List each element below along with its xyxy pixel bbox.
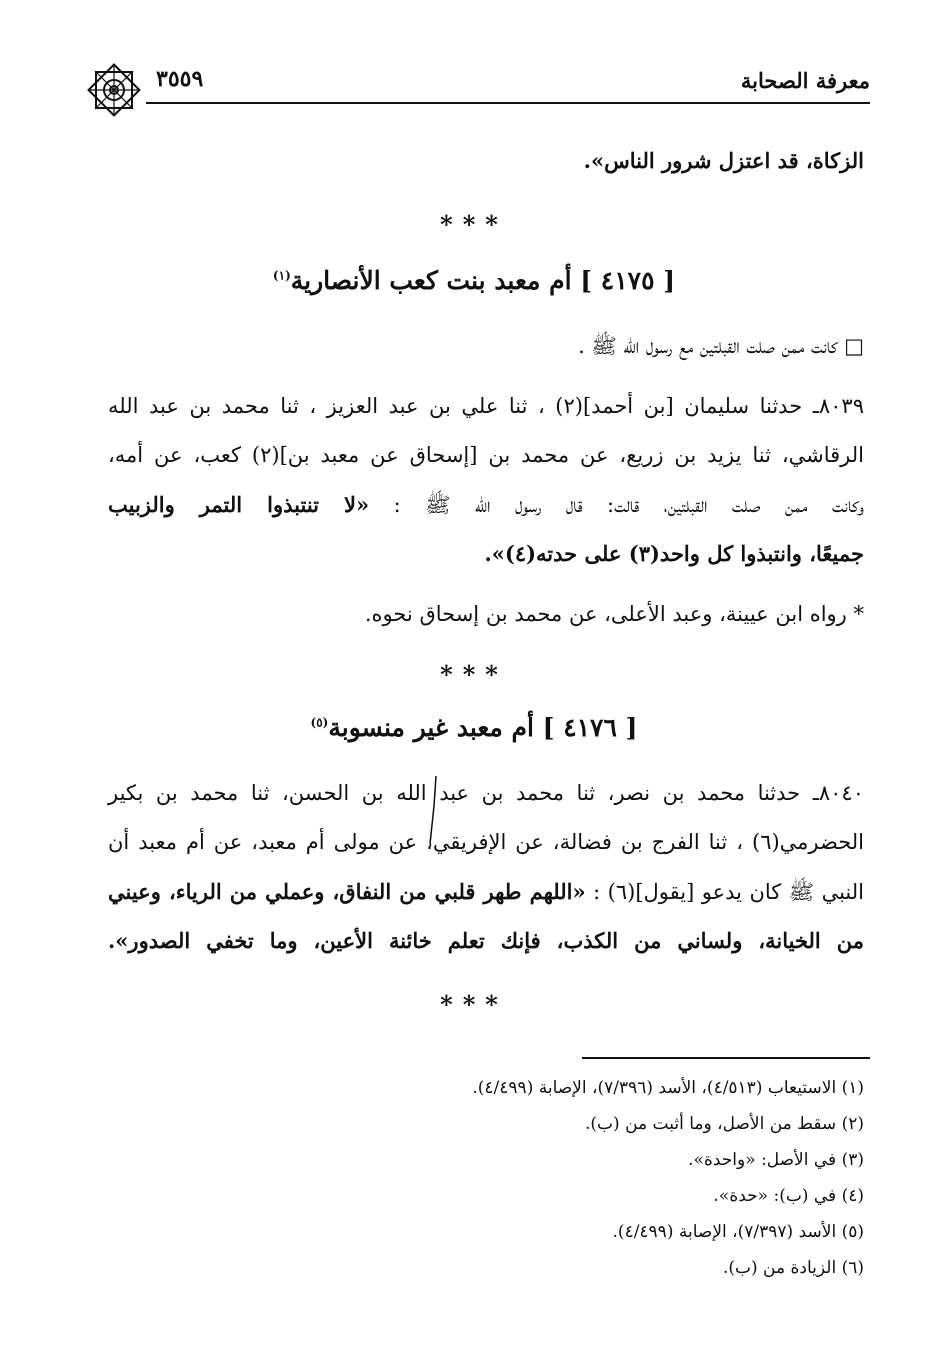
- footnote: (٣) في الأصل: «واحدة».: [688, 1150, 864, 1170]
- text-line: الرقاشي، ثنا يزيد بن زريع، عن محمد بن [إسحاق عن معبد بن](٢) كعب، عن أمه،: [108, 443, 864, 467]
- section-separator: ***: [440, 660, 508, 689]
- header-rule: [146, 102, 870, 104]
- entry-heading-text: [ ٤١٧٥ ] أم معبد بنت كعب الأنصارية: [290, 266, 676, 295]
- footnote: (٤) في (ب): «حدة».: [713, 1186, 864, 1206]
- page-number: ٣٥٥٩: [156, 66, 204, 92]
- narration: النبي ﷺ كان يدعو [يقول](٦) :: [593, 880, 865, 904]
- entry-heading: [0, 713, 948, 742]
- entry-heading-text: [ ٤١٧٦ ] أم معبد غير منسوبة: [328, 713, 638, 742]
- text-line: من الخيانة، ولساني من الكذب، فإنك تعلم خائنة الأعين، وما تخفي الصدور».: [108, 928, 864, 953]
- footnote-rule: [582, 1057, 870, 1059]
- text-line: * رواه ابن عيينة، وعبد الأعلى، عن محمد بن إسحاق نحوه.: [364, 602, 864, 626]
- text-line: [108, 879, 864, 910]
- section-separator: ***: [440, 990, 508, 1019]
- text-line: ٨٠٣٩ـ حدثنا سليمان [بن أحمد](٢) ، ثنا علي بن عبد العزيز ، ثنا محمد بن عبد الله: [108, 394, 864, 418]
- hadith-quote: «اللهم طهر قلبي من النفاق، وعملي من الرياء، وعيني: [108, 879, 586, 904]
- footnote: (٦) الزيادة من (ب).: [722, 1258, 864, 1278]
- hadith-quote: «لا تنتبذوا التمر والزبيب: [108, 492, 370, 517]
- footnote: (٢) سقط من الأصل، وما أثبت من (ب).: [585, 1114, 864, 1134]
- text-line: جميعًا، وانتبذوا كل واحد(٣) على حدته(٤)».: [484, 541, 864, 566]
- page-header: [86, 58, 870, 114]
- text-line: ٨٠٤٠ـ حدثنا محمد بن نصر، ثنا محمد بن عبد الله بن الحسن، ثنا محمد بن بكير: [108, 781, 864, 805]
- footnote-ref: (١): [272, 268, 291, 283]
- entry-heading: [0, 266, 948, 295]
- running-title: معرفة الصحابة: [740, 68, 870, 93]
- footnote-ref: (٥): [310, 715, 329, 730]
- footnote: (١) الاستيعاب (٤/٥١٣)، الأسد (٧/٣٩٦)، الإصابة (٤/٤٩٩).: [472, 1078, 864, 1098]
- section-separator: ***: [440, 210, 508, 239]
- footnote: (٥) الأسد (٧/٣٩٧)، الإصابة (٤/٤٩٩).: [612, 1222, 864, 1242]
- narration: وكانت ممن صلت القبلتين، قالت: قال رسول الله ﷺ :: [393, 493, 864, 517]
- text-line: □ كانت ممن صلت القبلتين مع رسول الله ﷺ .: [578, 334, 864, 358]
- text-line: الزكاة، قد اعتزل شرور الناس».: [583, 148, 864, 173]
- text-line: [108, 492, 864, 523]
- text-line: الحضرمي(٦) ، ثنا الفرج بن فضالة، عن الإفريقي، عن مولى أم معبد، عن أم معبد أن: [108, 830, 864, 854]
- star-ornament-icon: [82, 58, 146, 122]
